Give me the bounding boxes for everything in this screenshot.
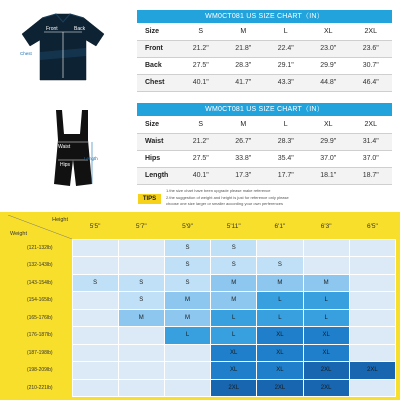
matrix-weight-header: (154-165lb) bbox=[8, 292, 72, 310]
matrix-height-header: 5'11" bbox=[211, 215, 257, 239]
tips-badge: TIPS bbox=[138, 194, 161, 204]
matrix-weight-header: (176-187lb) bbox=[8, 327, 72, 345]
matrix-weight-header: (210-221lb) bbox=[8, 379, 72, 397]
bib-chart-cell: 27.5" bbox=[180, 150, 223, 167]
tips-line-3: choose one size larger or smaller according your own perferences bbox=[166, 201, 283, 206]
matrix-size-cell: L bbox=[164, 327, 210, 345]
matrix-size-cell: M bbox=[164, 309, 210, 327]
bib-chart-cell: 33.8" bbox=[222, 150, 265, 167]
jersey-chart-header-cell: Size bbox=[137, 23, 180, 40]
jersey-label-chest: Chest bbox=[20, 51, 32, 56]
bib-chart-row bbox=[137, 133, 392, 150]
matrix-size-cell: XL bbox=[303, 344, 349, 362]
matrix-size-cell bbox=[72, 362, 118, 380]
matrix-weight-header: (198-209lb) bbox=[8, 362, 72, 380]
matrix-size-cell bbox=[118, 239, 164, 257]
matrix-size-cell: M bbox=[118, 309, 164, 327]
bib-size-chart bbox=[137, 103, 392, 185]
bib-label-length: Length bbox=[84, 156, 98, 161]
matrix-size-cell bbox=[349, 344, 395, 362]
matrix-size-cell: L bbox=[257, 309, 303, 327]
bib-chart-header-cell: XL bbox=[307, 116, 350, 133]
matrix-size-cell: M bbox=[303, 274, 349, 292]
matrix-size-cell: 2XL bbox=[211, 379, 257, 397]
matrix-size-cell bbox=[72, 257, 118, 275]
matrix-size-cell bbox=[72, 239, 118, 257]
matrix-size-cell: S bbox=[211, 257, 257, 275]
bib-chart-cell: 35.4" bbox=[265, 150, 308, 167]
bib-chart-cell: 31.4" bbox=[350, 133, 393, 150]
matrix-size-cell: L bbox=[211, 327, 257, 345]
matrix-size-cell bbox=[72, 344, 118, 362]
bib-chart-header-cell: S bbox=[180, 116, 223, 133]
bib-chart-cell: 28.3" bbox=[265, 133, 308, 150]
jersey-label-front: Front bbox=[46, 26, 58, 32]
jersey-chart-header-cell: M bbox=[222, 23, 265, 40]
matrix-row bbox=[8, 257, 396, 275]
matrix-size-cell bbox=[303, 257, 349, 275]
bib-chart-cell: 40.1" bbox=[180, 167, 223, 184]
jersey-chart-cell: 23.6" bbox=[350, 40, 393, 57]
bib-chart-row bbox=[137, 167, 392, 184]
matrix-row bbox=[8, 344, 396, 362]
matrix-height-header: 5'9" bbox=[164, 215, 210, 239]
matrix-size-cell: 2XL bbox=[257, 379, 303, 397]
jersey-chart-title: WM0CT081 US SIZE CHART（IN） bbox=[137, 10, 392, 23]
bib-chart-cell: 37.0" bbox=[350, 150, 393, 167]
matrix-size-cell: L bbox=[303, 292, 349, 310]
jersey-chart-cell: 22.4" bbox=[265, 40, 308, 57]
matrix-size-cell bbox=[349, 379, 395, 397]
matrix-size-cell bbox=[164, 362, 210, 380]
matrix-size-cell: L bbox=[303, 309, 349, 327]
jersey-chart-row bbox=[137, 57, 392, 74]
jersey-chart-header-cell: S bbox=[180, 23, 223, 40]
bib-chart-cell: 18.1" bbox=[307, 167, 350, 184]
jersey-chart-cell: 28.3" bbox=[222, 57, 265, 74]
matrix-size-cell bbox=[303, 239, 349, 257]
bib-chart-row bbox=[137, 150, 392, 167]
matrix-weight-header: (121-132lb) bbox=[8, 239, 72, 257]
jersey-chart-row-label: Back bbox=[137, 57, 180, 74]
matrix-size-cell: M bbox=[164, 292, 210, 310]
jersey-chart-header-cell: XL bbox=[307, 23, 350, 40]
jersey-chart-row-label: Front bbox=[137, 40, 180, 57]
matrix-row bbox=[8, 362, 396, 380]
bib-chart-cell: 17.3" bbox=[222, 167, 265, 184]
matrix-size-cell bbox=[118, 327, 164, 345]
bib-chart-header-cell: Size bbox=[137, 116, 180, 133]
matrix-size-cell: S bbox=[257, 257, 303, 275]
matrix-size-cell: XL bbox=[257, 327, 303, 345]
matrix-size-cell bbox=[349, 292, 395, 310]
bib-chart-row-label: Hips bbox=[137, 150, 180, 167]
jersey-chart-cell: 27.5" bbox=[180, 57, 223, 74]
bib-chart-cell: 26.7" bbox=[222, 133, 265, 150]
bib-chart-header-cell: L bbox=[265, 116, 308, 133]
matrix-size-cell: XL bbox=[211, 344, 257, 362]
jersey-chart-row bbox=[137, 40, 392, 57]
matrix-header-row bbox=[8, 215, 396, 239]
jersey-chart-cell: 29.1" bbox=[265, 57, 308, 74]
bib-chart-cell: 29.9" bbox=[307, 133, 350, 150]
size-recommendation-matrix bbox=[0, 212, 400, 400]
bib-chart-row-label: Waist bbox=[137, 133, 180, 150]
bib-label-hips: Hips bbox=[60, 162, 71, 168]
bib-label-waist: Waist bbox=[58, 144, 71, 150]
bib-chart-title: WM0CT081 US SIZE CHART（IN） bbox=[137, 103, 392, 116]
bib-chart-cell: 17.7" bbox=[265, 167, 308, 184]
matrix-size-cell: XL bbox=[303, 327, 349, 345]
matrix-size-cell bbox=[118, 344, 164, 362]
jersey-chart-cell: 23.0" bbox=[307, 40, 350, 57]
matrix-size-cell bbox=[72, 327, 118, 345]
matrix-row bbox=[8, 309, 396, 327]
jersey-chart-cell: 41.7" bbox=[222, 74, 265, 91]
matrix-height-label: Height bbox=[52, 217, 68, 223]
matrix-size-cell: S bbox=[118, 292, 164, 310]
size-matrix-grid bbox=[8, 215, 396, 397]
matrix-size-cell bbox=[118, 379, 164, 397]
matrix-size-cell bbox=[72, 309, 118, 327]
jersey-chart-cell: 21.8" bbox=[222, 40, 265, 57]
matrix-size-cell: XL bbox=[211, 362, 257, 380]
jersey-label-back: Back bbox=[74, 26, 86, 32]
jersey-chart-cell: 21.2" bbox=[180, 40, 223, 57]
matrix-size-cell bbox=[349, 239, 395, 257]
matrix-height-header: 6'5" bbox=[349, 215, 395, 239]
matrix-weight-header: (187-198lb) bbox=[8, 344, 72, 362]
bib-chart-row-label: Length bbox=[137, 167, 180, 184]
matrix-height-header: 5'7" bbox=[118, 215, 164, 239]
matrix-row bbox=[8, 327, 396, 345]
bib-chart-header-cell: 2XL bbox=[350, 116, 393, 133]
matrix-size-cell: S bbox=[211, 239, 257, 257]
jersey-chart-header-cell: 2XL bbox=[350, 23, 393, 40]
jersey-chart-cell: 46.4" bbox=[350, 74, 393, 91]
jersey-chart-row-label: Chest bbox=[137, 74, 180, 91]
bib-chart-header-row bbox=[137, 116, 392, 133]
matrix-size-cell: XL bbox=[257, 344, 303, 362]
matrix-size-cell: S bbox=[164, 239, 210, 257]
matrix-height-header: 6'3" bbox=[303, 215, 349, 239]
tips-line-1: 1.the size chart have been upgrade please make reference bbox=[166, 188, 271, 193]
matrix-size-cell bbox=[349, 274, 395, 292]
matrix-size-cell: L bbox=[257, 292, 303, 310]
bib-chart-cell: 37.0" bbox=[307, 150, 350, 167]
matrix-height-header: 5'5" bbox=[72, 215, 118, 239]
matrix-size-cell bbox=[164, 344, 210, 362]
jersey-chart-cell: 43.3" bbox=[265, 74, 308, 91]
matrix-corner bbox=[8, 215, 72, 239]
matrix-size-cell: XL bbox=[257, 362, 303, 380]
matrix-size-cell: 2XL bbox=[349, 362, 395, 380]
matrix-size-cell: 2XL bbox=[303, 362, 349, 380]
matrix-size-cell: S bbox=[164, 257, 210, 275]
matrix-weight-header: (132-143lb) bbox=[8, 257, 72, 275]
matrix-size-cell bbox=[72, 379, 118, 397]
matrix-weight-header: (143-154lb) bbox=[8, 274, 72, 292]
bib-shorts-illustration bbox=[48, 108, 98, 196]
jersey-chart-cell: 40.1" bbox=[180, 74, 223, 91]
jersey-chart-cell: 29.9" bbox=[307, 57, 350, 74]
matrix-size-cell bbox=[118, 362, 164, 380]
jersey-chart-cell: 30.7" bbox=[350, 57, 393, 74]
matrix-height-header: 6'1" bbox=[257, 215, 303, 239]
matrix-size-cell: S bbox=[72, 274, 118, 292]
matrix-weight-label: Weight bbox=[10, 231, 28, 237]
bib-chart-cell: 18.7" bbox=[350, 167, 393, 184]
matrix-weight-header: (165-176lb) bbox=[8, 309, 72, 327]
jersey-illustration bbox=[20, 12, 106, 82]
matrix-size-cell: 2XL bbox=[303, 379, 349, 397]
matrix-size-cell bbox=[349, 327, 395, 345]
matrix-row bbox=[8, 379, 396, 397]
bib-chart-cell: 21.2" bbox=[180, 133, 223, 150]
matrix-size-cell: S bbox=[118, 274, 164, 292]
jersey-chart-cell: 44.8" bbox=[307, 74, 350, 91]
matrix-row bbox=[8, 239, 396, 257]
jersey-chart-header-cell: L bbox=[265, 23, 308, 40]
matrix-size-cell: M bbox=[211, 274, 257, 292]
matrix-size-cell: M bbox=[257, 274, 303, 292]
matrix-row bbox=[8, 274, 396, 292]
matrix-size-cell: L bbox=[211, 309, 257, 327]
tips-line-2: 2.the suggestion of weight and height is just for reference only please bbox=[166, 195, 289, 200]
matrix-size-cell: S bbox=[164, 274, 210, 292]
jersey-chart-row bbox=[137, 74, 392, 91]
bib-chart-header-cell: M bbox=[222, 116, 265, 133]
matrix-size-cell bbox=[349, 309, 395, 327]
matrix-size-cell bbox=[118, 257, 164, 275]
matrix-size-cell bbox=[349, 257, 395, 275]
matrix-row bbox=[8, 292, 396, 310]
jersey-size-chart bbox=[137, 10, 392, 92]
matrix-size-cell: M bbox=[211, 292, 257, 310]
jersey-chart-header-row bbox=[137, 23, 392, 40]
matrix-size-cell bbox=[164, 379, 210, 397]
matrix-size-cell bbox=[72, 292, 118, 310]
matrix-size-cell bbox=[257, 239, 303, 257]
